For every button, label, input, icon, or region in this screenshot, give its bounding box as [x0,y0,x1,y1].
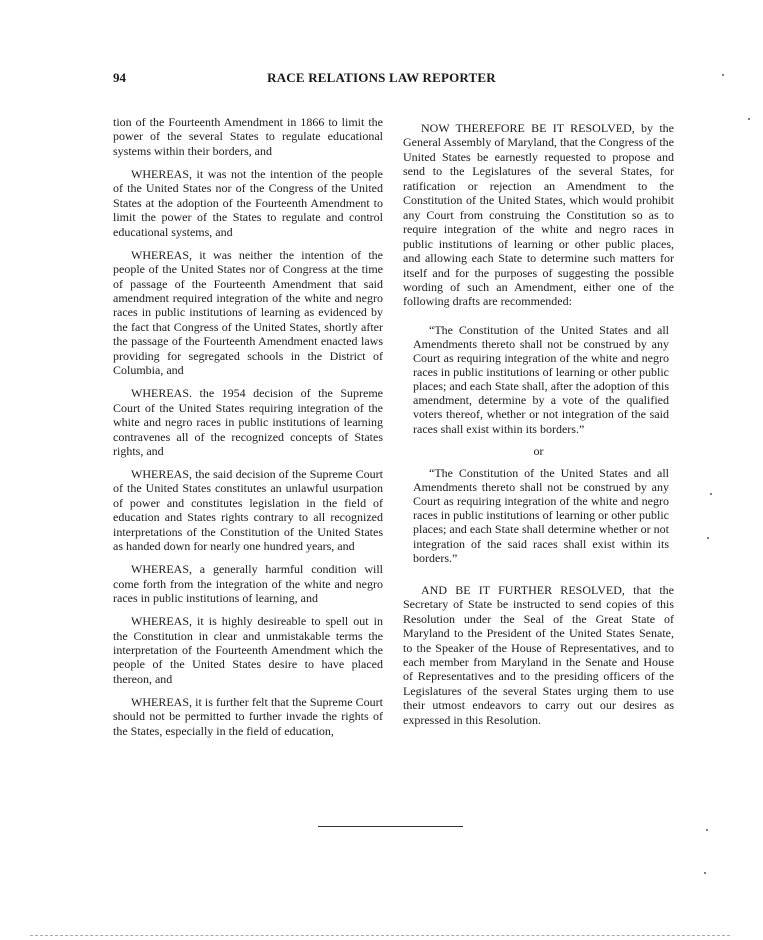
draft-amendments [403,323,674,565]
draft-amendment-two: “The Constitution of the United States and all Amendments thereto shall not be construed by any Court as requiring integration of the white and negro races in public institutions of learning or other public places; and each State shall determine whether or not integration of the said races shall exist within its borders.” [413,466,669,565]
left-column [113,115,383,747]
end-rule [318,826,463,827]
whereas-paragraph: WHEREAS, a generally harmful condition will come forth from the integration of the white and negro races in public institutions of learning, and [113,562,383,606]
scan-speck [722,74,724,76]
running-head: RACE RELATIONS LAW REPORTER [267,70,496,85]
whereas-paragraph: WHEREAS, it is highly desireable to spell out in the Constitution in clear and unmistakable terms the interpretation of the Fourteenth Amendment which the people of the United States desire to have placed thereon, and [113,614,383,686]
whereas-paragraph: WHEREAS. the 1954 decision of the Supreme Court of the United States requiring integration of the white and negro races in public institutions of learning contravenes all of the recognized concepts of States rights, and [113,386,383,459]
scan-speck [710,493,712,495]
whereas-paragraph: WHEREAS, the said decision of the Supreme Court of the United States constitutes an unlawful usurpation of power and constitutes legislation in the field of education and States rights contrary to all recognized interpretations of the Constitution of the United States as handed down for nearly one hundred years, and [113,466,383,554]
whereas-paragraph: WHEREAS, it is further felt that the Supreme Court should not be permitted to further invade the rights of the States, especially in the field of education, [113,694,383,738]
scan-speck [707,537,709,539]
or-separator: or [533,443,544,458]
resolved-paragraph: NOW THEREFORE BE IT RESOLVED, by the General Assembly of Maryland, that the Congress of the United States be earnestly requested to propose and send to the Legislatures of the several States, for ratification or rejection an Amendment to the Constitution of the United States, which would prohibit any Court from construing the Constitution so as to require integration of the white and negro races in public institutions of learning or other public places, and allowing each State to determine such matters for itself and for the purposes of suggesting the possible wording of such an Amendment, either one of the following drafts are recommended: [403,121,674,309]
draft-amendment-one: “The Constitution of the United States and all Amendments thereto shall not be construed by any Court as requiring integration of the white and negro races in public institutions of learning or other public places; and each State shall, after the adoption of this amendment, determine by a vote of the qualified voters thereof, whether or not integration of the said races shall exist within its borders.” [413,322,669,436]
further-resolved-paragraph: AND BE IT FURTHER RESOLVED, that the Secretary of State be instructed to send copies of this Resolution under the Seal of the Great State of Maryland to the President of the United States Senate, to the Speaker of the House of Representatives, and to each member from Maryland in the Senate and House of Representatives and to the presiding officers of the Legislatures of the several States urging them to use their utmost endeavors to carry out our desires as expressed in this Resolution. [403,582,674,727]
whereas-paragraph: WHEREAS, it was not the intention of the people of the United States nor of the Congress of the United States at the adoption of the Fourteenth Amendment to limit the power of the States to regulate and control educational systems, and [113,166,383,239]
page-number: 94 [113,70,126,85]
scan-edge-line [30,935,730,936]
right-column [403,121,674,736]
scan-speck [706,829,708,831]
scan-speck [748,118,750,120]
continued-paragraph: tion of the Fourteenth Amendment in 1866 to limit the power of the several States to regulate educational systems within their borders, and [113,115,383,158]
scan-speck [704,872,706,874]
whereas-paragraph: WHEREAS, it was neither the intention of the people of the United States nor of Congress at the time of passage of the Fourteenth Amendment that said amendment required integration of the white and negro races in public institutions of learning as evidenced by the fact that Congress of the United States, shortly after the passage of the Fourteenth Amendment enacted laws providing for segregated schools in the District of Columbia, and [113,247,383,378]
